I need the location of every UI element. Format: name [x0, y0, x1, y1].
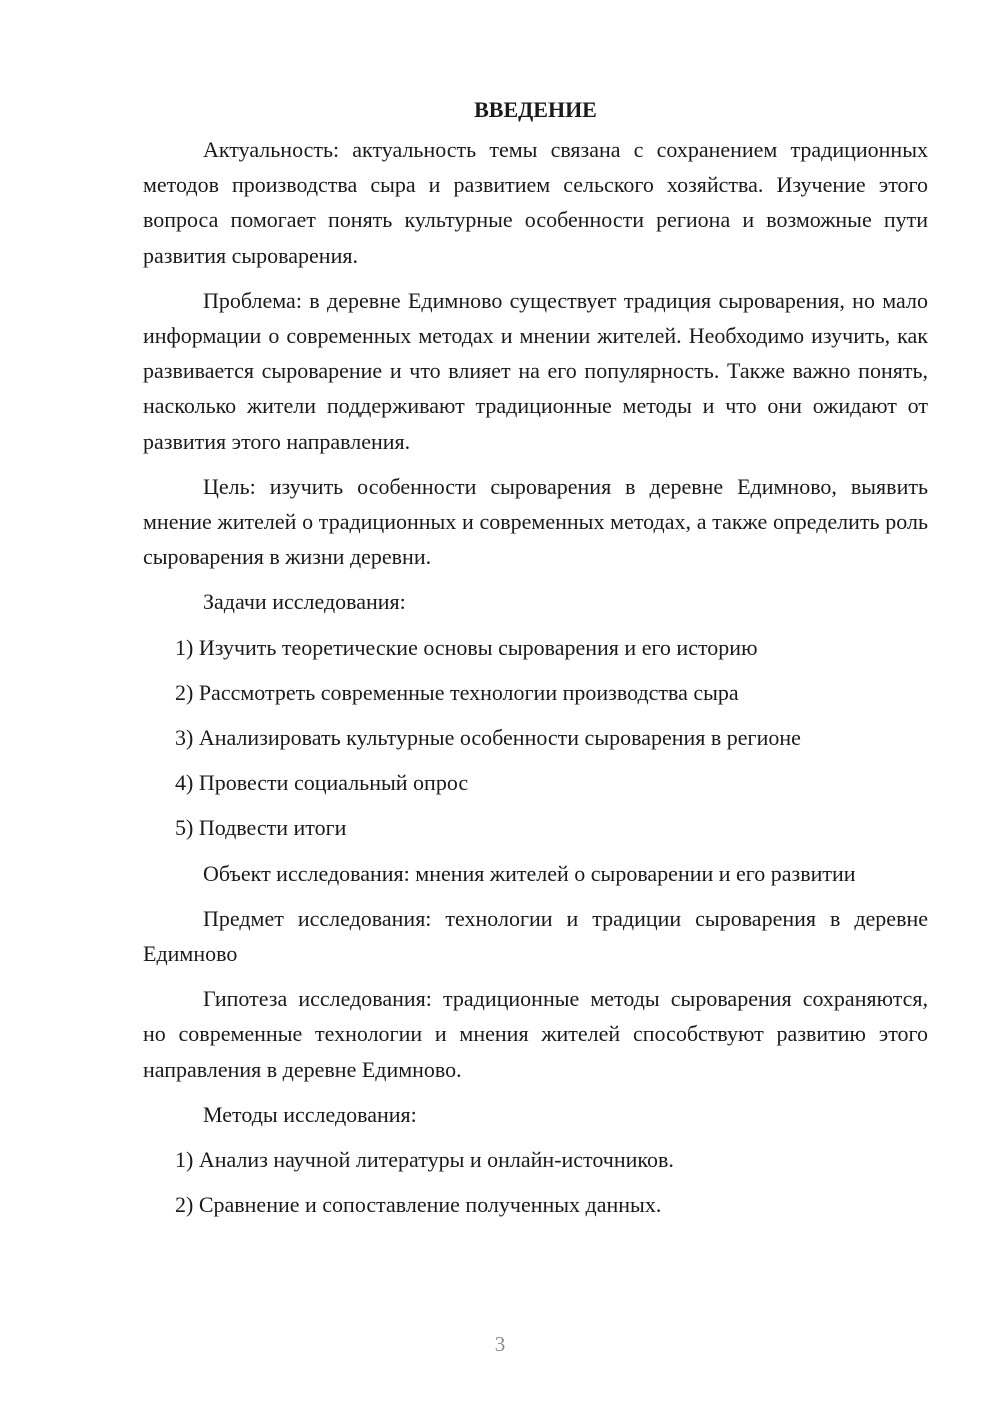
list-item: 1) Анализ научной литературы и онлайн-источников. [175, 1147, 674, 1173]
tasks-label: Задачи исследования: [203, 589, 406, 615]
list-item: 2) Сравнение и сопоставление полученных данных. [175, 1192, 662, 1218]
subject-paragraph: Предмет исследования: технологии и традиции сыроварения в деревне Едимново [143, 905, 928, 967]
page-number: 3 [494, 1332, 506, 1356]
object-paragraph: Объект исследования: мнения жителей о сыроварении и его развитии [203, 860, 856, 886]
section-heading: ВВЕДЕНИЕ [474, 97, 597, 122]
problem-paragraph: Проблема: в деревне Едимново существует традиция сыроварения, но мало информации о современных методах и мнении жителей. Необходимо изучить, как развивается сыроварение и что влияет на его популярность. Также важно понять, насколько жители поддерживают традиционные методы и что они ожидают от развития этого направления. [143, 287, 928, 454]
methods-label: Методы исследования: [203, 1101, 417, 1127]
list-item: 2) Рассмотреть современные технологии производства сыра [175, 679, 739, 705]
goal-paragraph: Цель: изучить особенности сыроварения в деревне Едимново, выявить мнение жителей о традиционных и современных методах, а также определить роль сыроварения в жизни деревни. [143, 473, 928, 570]
tasks-list [143, 630, 928, 846]
hypothesis-paragraph: Гипотеза исследования: традиционные методы сыроварения сохраняются, но современные технологии и мнения жителей способствуют развитию этого направления в деревне Едимново. [143, 986, 928, 1082]
document-page [143, 92, 928, 1232]
list-item: 1) Изучить теоретические основы сыроварения и его историю [175, 634, 758, 660]
methods-list [143, 1142, 928, 1222]
relevance-paragraph: Актуальность: актуальность темы связана с сохранением традиционных методов производства сыра и развитием сельского хозяйства. Изучение этого вопроса помогает понять культурные особенности региона и возможные пути развития сыроварения. [143, 137, 928, 268]
list-item: 5) Подвести итоги [175, 815, 347, 841]
list-item: 3) Анализировать культурные особенности сыроварения в регионе [175, 725, 801, 751]
list-item: 4) Провести социальный опрос [175, 770, 469, 796]
